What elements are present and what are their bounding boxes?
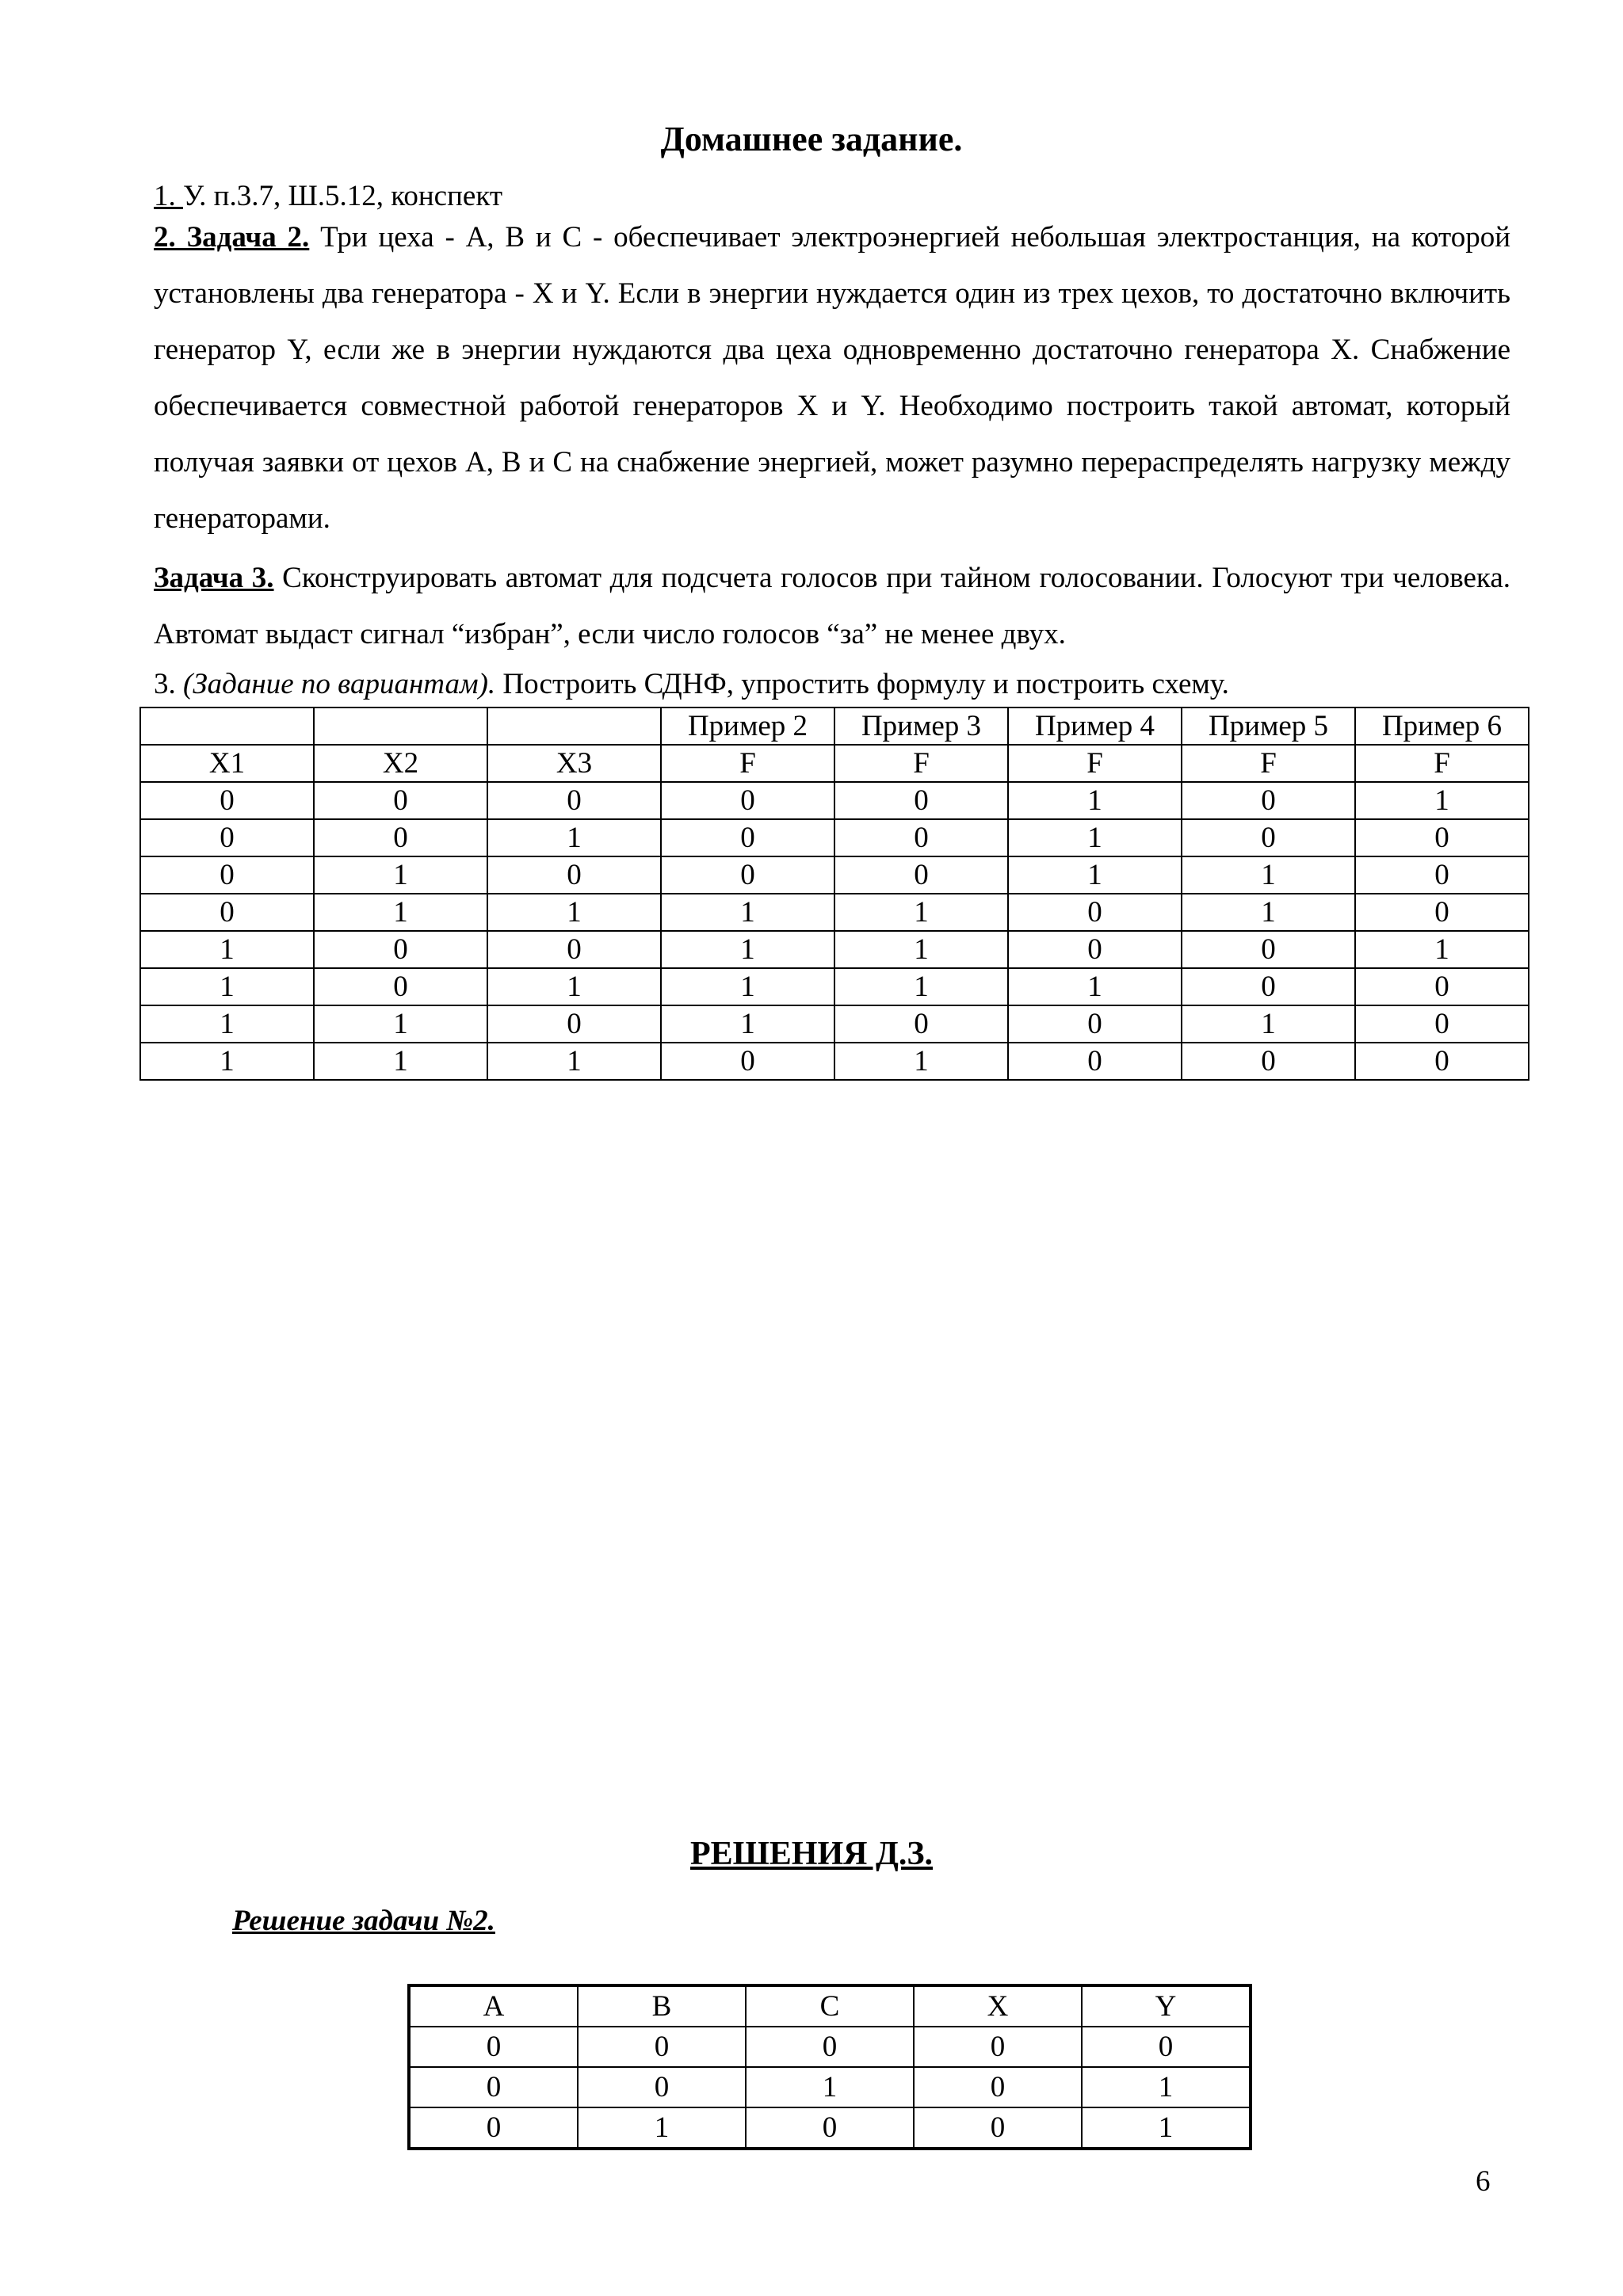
table-cell: 1 — [487, 819, 661, 856]
table-cell: 0 — [140, 856, 314, 894]
table-cell: 0 — [661, 1043, 834, 1080]
table-cell: 0 — [314, 968, 487, 1005]
table-cell: 1 — [834, 894, 1008, 931]
table-cell: 0 — [1182, 782, 1355, 819]
table-cell: 0 — [1182, 931, 1355, 968]
table-cell: Пример 4 — [1008, 707, 1182, 745]
table-cell: 1 — [834, 1043, 1008, 1080]
table-cell: 0 — [1355, 1005, 1529, 1043]
table-cell: 1 — [746, 2067, 914, 2107]
table-row — [140, 931, 1529, 968]
table-cell: 0 — [1182, 1043, 1355, 1080]
table-cell: 1 — [1182, 894, 1355, 931]
table-cell: F — [1008, 745, 1182, 782]
table-cell: 1 — [834, 968, 1008, 1005]
variants-task — [154, 666, 1510, 704]
table-cell: 0 — [834, 782, 1008, 819]
table-cell: Пример 2 — [661, 707, 834, 745]
table-row — [140, 819, 1529, 856]
table-cell: 0 — [661, 782, 834, 819]
item-1-text: У. п.3.7, Ш.5.12, конспект — [183, 180, 502, 212]
table-row — [140, 782, 1529, 819]
table-cell: 1 — [1355, 931, 1529, 968]
table-cell: 0 — [746, 2107, 914, 2149]
page-title: Домашнее задание. — [660, 120, 963, 158]
table-cell: 0 — [1008, 931, 1182, 968]
table-cell: 0 — [834, 1005, 1008, 1043]
table-cell: 1 — [314, 1043, 487, 1080]
table-cell: 1 — [314, 1005, 487, 1043]
table-cell: X3 — [487, 745, 661, 782]
table-cell: 0 — [746, 2027, 914, 2067]
table-row — [140, 968, 1529, 1005]
table-cell — [140, 707, 314, 745]
table-cell: 1 — [1082, 2067, 1251, 2107]
table-cell: 1 — [1182, 1005, 1355, 1043]
table-cell: 1 — [1082, 2107, 1251, 2149]
task-2 — [154, 209, 1510, 547]
table-cell: 1 — [1355, 782, 1529, 819]
table-cell: 0 — [140, 819, 314, 856]
table-cell: 1 — [314, 894, 487, 931]
table-row — [140, 856, 1529, 894]
table-cell — [314, 707, 487, 745]
table-cell: C — [746, 1985, 914, 2027]
table-cell — [487, 707, 661, 745]
table-cell: 1 — [1008, 856, 1182, 894]
solution-2-title: Решение задачи №2. — [232, 1905, 495, 1937]
task-2-text: Три цеха - А, В и С - обеспечивает электроэнергией небольшая электростанция, на которой установлены два генератора - X и Y. Если в энергии нуждается один из трех цехов, то достаточно включить генератор Y, если же в энергии нуждаются два цеха одновременно достаточно генератора X. Снабжение обеспечивается совместной работой генераторов X и Y. Необходимо построить такой автомат, который получая заявки от цехов А, В и С на снабжение энергией, может разумно перераспределять нагрузку между генераторами. — [154, 221, 1510, 535]
table-cell: 0 — [1008, 894, 1182, 931]
table-cell: 0 — [409, 2107, 578, 2149]
solutions-title: РЕШЕНИЯ Д.З. — [689, 1836, 934, 1872]
solution-table — [407, 1984, 1252, 2150]
table-cell: 1 — [661, 968, 834, 1005]
task-2-label: 2. Задача 2. — [154, 221, 310, 254]
table-cell: 0 — [1355, 1043, 1529, 1080]
table-row — [409, 1985, 1251, 2027]
variants-number: 3. — [154, 668, 183, 700]
item-1-number: 1. — [154, 180, 183, 212]
table-cell: 0 — [1182, 819, 1355, 856]
table-cell: 0 — [578, 2067, 746, 2107]
task-3-text: Сконструировать автомат для подсчета голосов при тайном голосовании. Голосуют три человека. Автомат выдаст сигнал “избран”, если число голосов “за” не менее двух. — [154, 562, 1510, 650]
table-cell: B — [578, 1985, 746, 2027]
table-row — [140, 1043, 1529, 1080]
variants-text: Построить СДНФ, упростить формулу и построить схему. — [495, 668, 1229, 700]
table-row — [140, 745, 1529, 782]
table-cell: 0 — [834, 856, 1008, 894]
table-cell: 0 — [409, 2067, 578, 2107]
table-cell: 0 — [1355, 894, 1529, 931]
table-cell: 0 — [487, 856, 661, 894]
table-cell: 1 — [487, 968, 661, 1005]
table-cell: 0 — [1008, 1043, 1182, 1080]
table-cell: 1 — [140, 1005, 314, 1043]
table-row — [409, 2027, 1251, 2067]
table-cell: 1 — [661, 931, 834, 968]
table-row — [409, 2107, 1251, 2149]
table-cell: 0 — [1008, 1005, 1182, 1043]
table-row — [409, 2067, 1251, 2107]
table-cell: 0 — [661, 856, 834, 894]
table-cell: 0 — [1355, 968, 1529, 1005]
table-cell: 1 — [487, 894, 661, 931]
table-cell: 0 — [487, 1005, 661, 1043]
table-cell: 0 — [487, 782, 661, 819]
table-cell: Пример 3 — [834, 707, 1008, 745]
table-cell: 1 — [1008, 968, 1182, 1005]
table-cell: 1 — [1182, 856, 1355, 894]
table-row — [140, 1005, 1529, 1043]
table-cell: 1 — [314, 856, 487, 894]
truth-table — [139, 707, 1529, 1081]
table-cell: 1 — [140, 931, 314, 968]
table-cell: X1 — [140, 745, 314, 782]
table-row — [140, 894, 1529, 931]
task-3 — [154, 550, 1510, 662]
table-cell: 0 — [314, 819, 487, 856]
table-cell: X — [914, 1985, 1082, 2027]
table-cell: 0 — [314, 782, 487, 819]
table-cell: 0 — [661, 819, 834, 856]
table-cell: 1 — [1008, 782, 1182, 819]
table-cell: Y — [1082, 1985, 1251, 2027]
table-cell: F — [1355, 745, 1529, 782]
table-cell: 1 — [140, 1043, 314, 1080]
table-cell: 0 — [1082, 2027, 1251, 2067]
table-cell: 1 — [1008, 819, 1182, 856]
table-cell: 0 — [140, 894, 314, 931]
table-cell: 1 — [661, 1005, 834, 1043]
table-cell: 1 — [487, 1043, 661, 1080]
table-cell: 0 — [314, 931, 487, 968]
task-3-label: Задача 3. — [154, 562, 274, 594]
table-cell: 0 — [914, 2027, 1082, 2067]
table-cell: 1 — [578, 2107, 746, 2149]
table-row — [140, 707, 1529, 745]
table-cell: 1 — [140, 968, 314, 1005]
table-cell: 0 — [578, 2027, 746, 2067]
table-cell: 0 — [1355, 819, 1529, 856]
table-cell: 0 — [140, 782, 314, 819]
table-cell: 1 — [834, 931, 1008, 968]
table-cell: F — [834, 745, 1008, 782]
variants-italic: (Задание по вариантам). — [183, 668, 496, 700]
table-cell: Пример 5 — [1182, 707, 1355, 745]
table-cell: 0 — [1355, 856, 1529, 894]
table-cell: Пример 6 — [1355, 707, 1529, 745]
table-cell: 0 — [1182, 968, 1355, 1005]
table-cell: F — [1182, 745, 1355, 782]
table-cell: 1 — [661, 894, 834, 931]
table-cell: 0 — [914, 2067, 1082, 2107]
table-cell: 0 — [487, 931, 661, 968]
table-cell: 0 — [834, 819, 1008, 856]
table-cell: 0 — [409, 2027, 578, 2067]
table-cell: A — [409, 1985, 578, 2027]
table-cell: 0 — [914, 2107, 1082, 2149]
table-cell: X2 — [314, 745, 487, 782]
page-number: 6 — [1476, 2165, 1491, 2198]
table-cell: F — [661, 745, 834, 782]
